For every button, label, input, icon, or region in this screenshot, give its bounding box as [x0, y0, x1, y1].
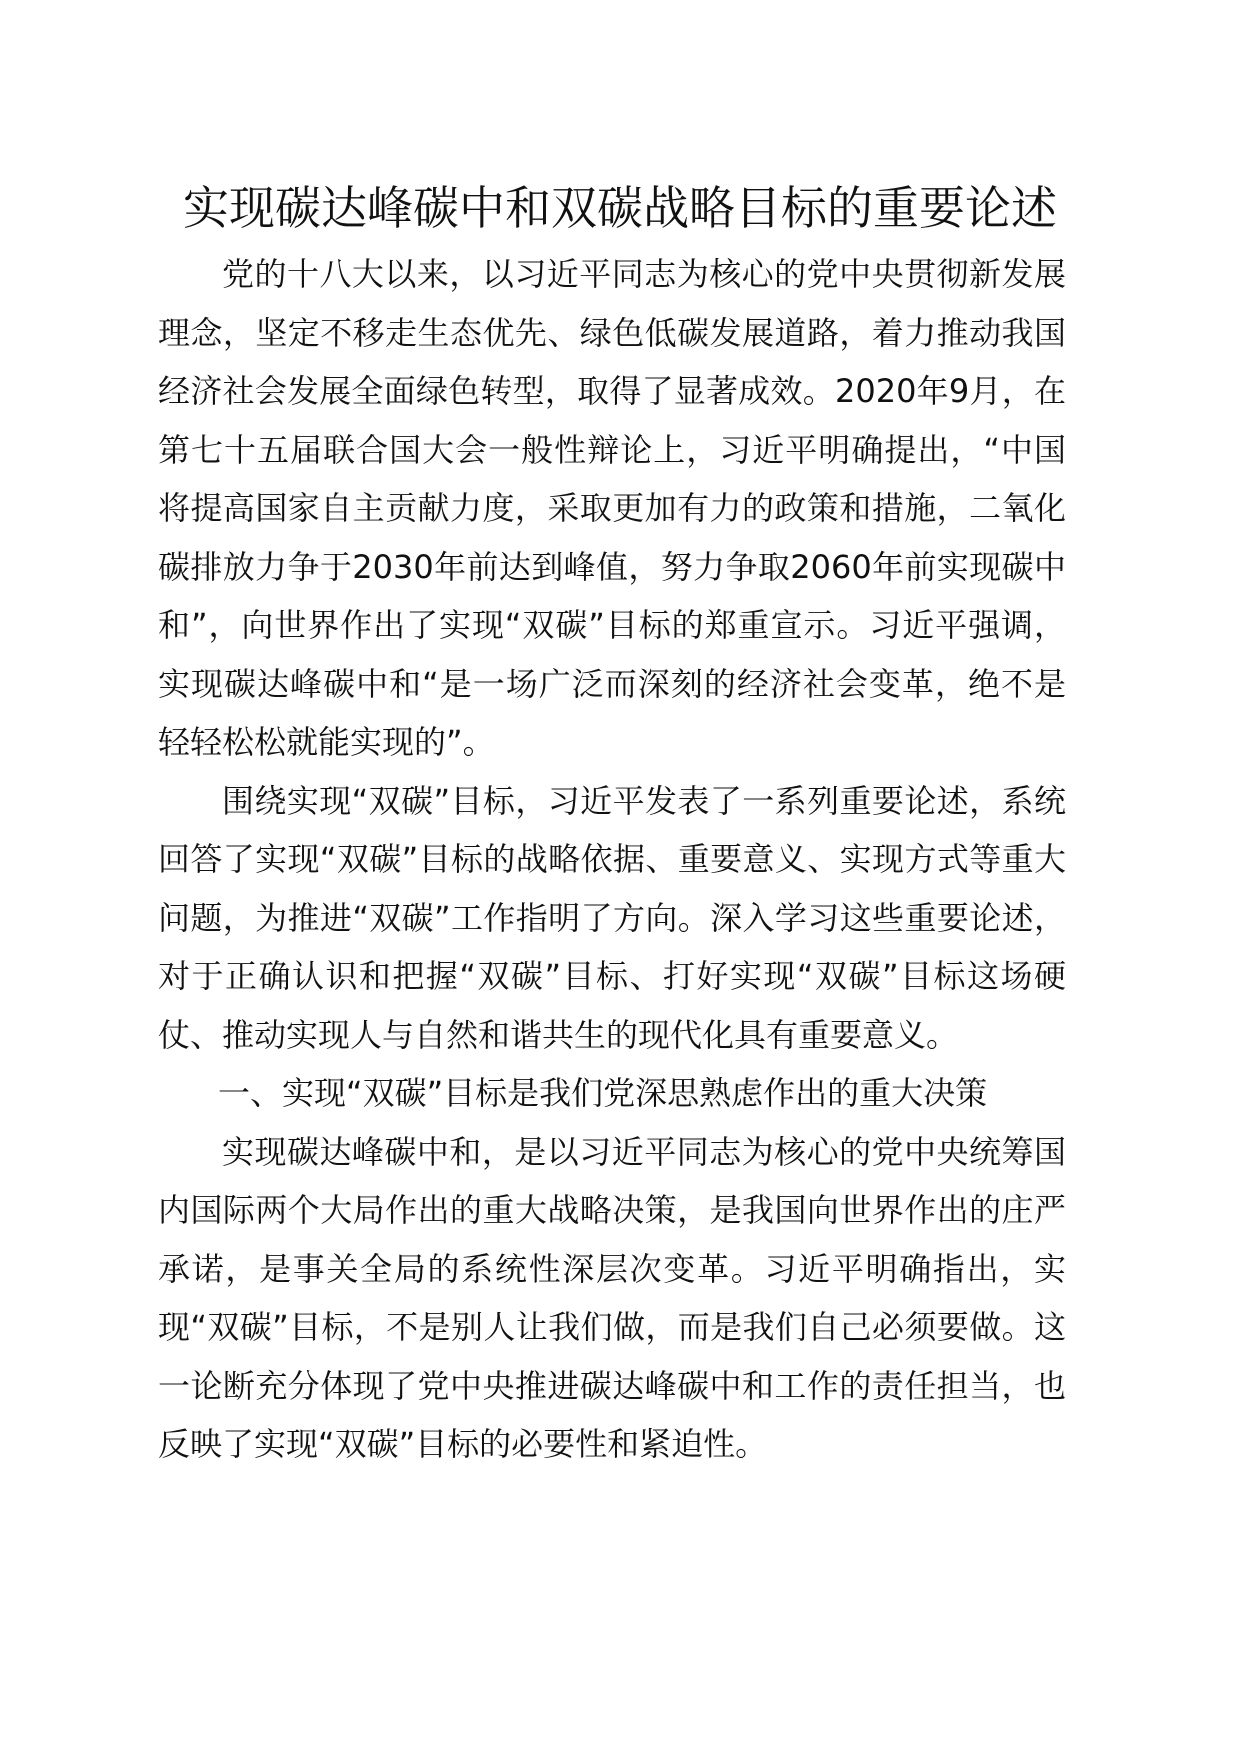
document-title: 实现碳达峰碳中和双碳战略目标的重要论述 [183, 181, 1057, 235]
section-heading: 一、实现“双碳”目标是我们党深思熟虑作出的重大决策 [218, 1074, 988, 1112]
paragraph-overview: 围绕实现“双碳”目标，习近平发表了一系列重要论述，系统回答了实现“双碳”目标的战略依据、重要意义、实现方式等重大问题，为推进“双碳”工作指明了方向。深入学习这些重要论述，对于正确认识和把握“双碳”目标、打好实现“双碳”目标这场硬仗、推动实现人与自然和谐共生的现代化具有重要意义。 [158, 781, 1066, 1054]
document-body [158, 245, 1066, 1474]
paragraph-intro: 党的十八大以来，以习近平同志为核心的党中央贯彻新发展理念，坚定不移走生态优先、绿色低碳发展道路，着力推动我国经济社会发展全面绿色转型，取得了显著成效。2020年9月，在第七十五届联合国大会一般性辩论上，习近平明确提出，“中国将提高国家自主贡献力度，采取更加有力的政策和措施，二氧化碳排放力争于2030年前达到峰值，努力争取2060年前实现碳中和”，向世界作出了实现“双碳”目标的郑重宣示。习近平强调，实现碳达峰碳中和“是一场广泛而深刻的经济社会变革，绝不是轻轻松松就能实现的”。 [158, 255, 1066, 761]
section-paragraph: 实现碳达峰碳中和，是以习近平同志为核心的党中央统筹国内国际两个大局作出的重大战略决策，是我国向世界作出的庄严承诺，是事关全局的系统性深层次变革。习近平明确指出，实现“双碳”目标，不是别人让我们做，而是我们自己必须要做。这一论断充分体现了党中央推进碳达峰碳中和工作的责任担当，也反映了实现“双碳”目标的必要性和紧迫性。 [158, 1132, 1066, 1463]
